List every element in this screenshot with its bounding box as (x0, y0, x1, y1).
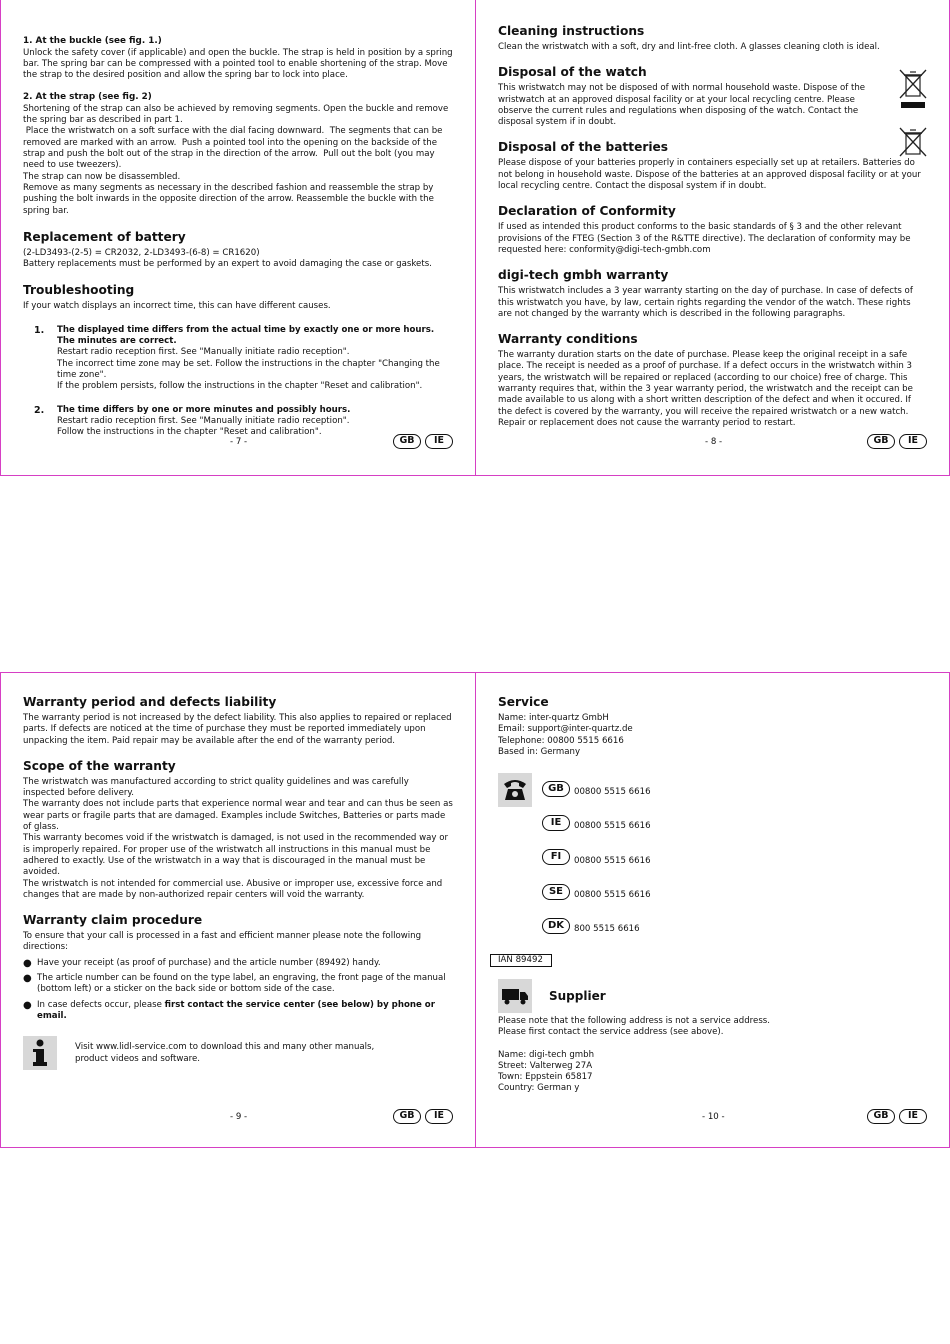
trouble-item-2: 2. The time differs by one or more minutes and possibly hours. Restart radio reception first. See "Manually initiate radio reception". Follow the instructions in the chapter "Reset and calibration". (34, 404, 351, 438)
crossed-bin-icon (898, 126, 928, 158)
buckle-text: Unlock the safety cover (if applicable) and open the buckle. The strap is held in position by a spring bar. The spring bar can be compressed with a pointed tool to enable shortening of the strap. Move the strap to the desired position and allow the spring bar to lock into place. (23, 47, 453, 81)
battery-models: (2-LD3493-(2-5) = CR2032, 2-LD3493-(6-8) = CR1620) (23, 247, 260, 258)
cleaning-text: Clean the wristwatch with a soft, dry and lint-free cloth. A glasses cleaning cloth is ideal. (498, 42, 880, 52)
scope-text-2: The warranty does not include parts that experience normal wear and tear and can thus be seen as wear parts or fragile parts that are damaged. Examples include Switches, Batteries or parts made of glass. (23, 799, 453, 833)
page-number: - 8 - (705, 437, 723, 447)
gb-badge: GB (867, 1109, 895, 1124)
disposal-batteries-heading: Disposal of the batteries (498, 140, 669, 155)
claim-heading: Warranty claim procedure (23, 913, 203, 928)
conformity-text: If used as intended this product conforms to the basic standards of § 3 and the other relevant provisions of the FTEG (Section 3 of the R&TTE directive). The declaration of conformity may be requested here: conformity@digi-tech-gmbh.com (498, 222, 911, 255)
battery-heading: Replacement of battery (23, 229, 186, 244)
scope-text-3: This warranty becomes void if the wristwatch is damaged, is not used in the recommended way or is improperly repaired. For proper use of the wristwatch all instructions in this manual must be adhered to exactly. Use of the wristwatch in a way that is discouraged in the manual must be avoided. (23, 833, 448, 878)
ian-label: IAN 89492 (490, 954, 552, 967)
list-item: ● In case defects occur, please first contact the service center (see below) by phone or email. (23, 999, 435, 1021)
phone-row-gb: GB 00800 5515 6616 (542, 779, 651, 798)
gb-badge: GB (867, 434, 895, 449)
ie-badge: IE (899, 1109, 927, 1124)
strap-text-3: The strap can now be disassembled. (23, 171, 181, 182)
phone-row-ie: IE 00800 5515 6616 (542, 813, 651, 832)
service-telephone: Telephone: 00800 5515 6616 (498, 735, 624, 746)
page-number: - 10 - (702, 1112, 725, 1122)
ie-badge: IE (899, 434, 927, 449)
page-number: - 7 - (230, 437, 248, 447)
scope-heading: Scope of the warranty (23, 758, 176, 773)
battery-text: Battery replacements must be performed by an expert to avoid damaging the case or gaskets. (23, 259, 432, 270)
strap-heading: 2. At the strap (see fig. 2) (23, 92, 152, 103)
claim-intro: To ensure that your call is processed in a fast and efficient manner please note the following directions: (23, 931, 422, 953)
cleaning-heading: Cleaning instructions (498, 24, 645, 38)
page-number: - 9 - (230, 1112, 248, 1122)
ie-badge: IE (425, 1109, 453, 1124)
truck-icon (498, 979, 532, 1013)
phone-row-se: SE 00800 5515 6616 (542, 882, 651, 901)
buckle-heading: 1. At the buckle (see fig. 1.) (23, 36, 162, 46)
supplier-note-1: Please note that the following address is not a service address. (498, 1016, 770, 1026)
strap-text-4: Remove as many segments as necessary in the described fashion and reassemble the strap by pushing the bolt inwards in the opposite direction of the arrow. Reassemble the buckle with the spring bar. (23, 182, 434, 216)
gb-badge: GB (393, 1109, 421, 1124)
ie-badge: IE (425, 434, 453, 449)
disposal-watch-heading: Disposal of the watch (498, 65, 647, 80)
conformity-heading: Declaration of Conformity (498, 204, 676, 219)
scope-text-4: The wristwatch is not intended for commercial use. Abusive or improper use, excessive force and changes that are made by non-authorized repair centers will void the warranty. (23, 878, 443, 900)
info-text-1: Visit www.lidl-service.com to download this and many other manuals, (75, 1042, 375, 1053)
info-text-2: product videos and software. (75, 1053, 201, 1064)
service-email: Email: support@inter-quartz.de (498, 724, 633, 735)
service-heading: Service (498, 695, 549, 709)
warranty-heading: digi-tech gmbh warranty (498, 268, 669, 283)
conditions-text: The warranty duration starts on the date of purchase. Please keep the original receipt in a safe place. The receipt is needed as a proof of purchase. If a defect occurs in the wristwatch within 3 years, the wristwatch will be repaired or replaced (according to our choice) free of charge. This warranty requires that, within the 3 year warranty period, the wristwatch and the receipt can be made available to us along with a short written description of the defect and when it occured. If the defect is covered by the warranty, you will receive the repaired wristwatch or a new watch. Repair or replacement does not cause the warranty period to restart. (498, 350, 913, 428)
supplier-heading: Supplier (549, 989, 606, 1003)
disposal-watch-text: This wristwatch may not be disposed of with normal household waste. Dispose of the wristwatch at an approved disposal facility or at your local recycling centre. Please observe the current rules and regulations when disposing of the watch. Contact the disposal system if in doubt. (498, 83, 866, 128)
page-7 (0, 0, 476, 476)
strap-text: Shortening of the strap can also be achieved by removing segments. Open the buckle and remove the spring bar as described in part 1. (23, 103, 449, 126)
strap-text-2: Place the wristwatch on a soft surface with the dial facing downward. The segments that can be removed are marked with an arrow. Push a pointed tool into the opening on the backside of the strap and push the bolt out of the strap in the direction of the arrow. Pull out the bolt (you may need to use tweezers). (23, 126, 446, 171)
list-item: ● Have your receipt (as proof of purchase) and the article number (89492) handy. (23, 957, 381, 969)
conditions-heading: Warranty conditions (498, 332, 638, 347)
phone-row-dk: DK 800 5515 6616 (542, 916, 651, 935)
service-based: Based in: Germany (498, 746, 581, 757)
page-10 (475, 672, 950, 1148)
supplier-country: Country: German y (498, 1083, 580, 1094)
supplier-name: Name: digi-tech gmbh (498, 1049, 595, 1060)
list-item: ● The article number can be found on the type label, an engraving, the front page of the manual (bottom left) or a sticker on the back side or bottom side of the case. (23, 973, 446, 995)
phone-row-fi: FI 00800 5515 6616 (542, 848, 651, 867)
page-9 (0, 672, 476, 1148)
period-text: The warranty period is not increased by the defect liability. This also applies to repaired or replaced parts. If defects are noticed at the time of purchase they must be reported immediately upon unpacking the item. Paid repair may be available after the end of the warranty period. (23, 713, 452, 746)
disposal-batteries-text: Please dispose of your batteries properly in containers especially set up at retailers. Batteries do not belong in household waste. Dispose of the batteries at an approved disposal facility or at your local recycling centre. Contact the disposal system if in doubt. (498, 158, 921, 192)
page-8 (475, 0, 950, 476)
scope-text-1: The wristwatch was manufactured according to strict quality guidelines and was carefully inspected before delivery. (23, 776, 409, 799)
supplier-town: Town: Eppstein 65817 (498, 1072, 593, 1083)
trouble-item-1: 1. The displayed time differs from the actual time by exactly one or more hours. The minutes are correct. Restart radio reception first. See "Manually initiate radio reception". The incorrect time zone may be set. Follow the instructions in the chapter "Changing the time zone". If the problem persists, follow the instructions in the chapter "Reset and calibration". (34, 324, 440, 392)
supplier-street: Street: Valterweg 27A (498, 1060, 593, 1071)
troubleshooting-intro: If your watch displays an incorrect time, this can have different causes. (23, 301, 331, 312)
supplier-note-2: Please first contact the service address (see above). (498, 1027, 724, 1038)
troubleshooting-heading: Troubleshooting (23, 283, 135, 298)
warranty-text: This wristwatch includes a 3 year warranty starting on the day of purchase. In case of defects of this wristwatch you have, by law, certain rights regarding the vendor of the watch. These rights are not changed by the warranty which is described in the following paragraphs. (498, 286, 913, 319)
service-name: Name: inter-quartz GmbH (498, 713, 609, 723)
period-heading: Warranty period and defects liability (23, 695, 277, 709)
info-icon (23, 1036, 57, 1070)
crossed-bin-icon (898, 68, 928, 110)
gb-badge: GB (393, 434, 421, 449)
